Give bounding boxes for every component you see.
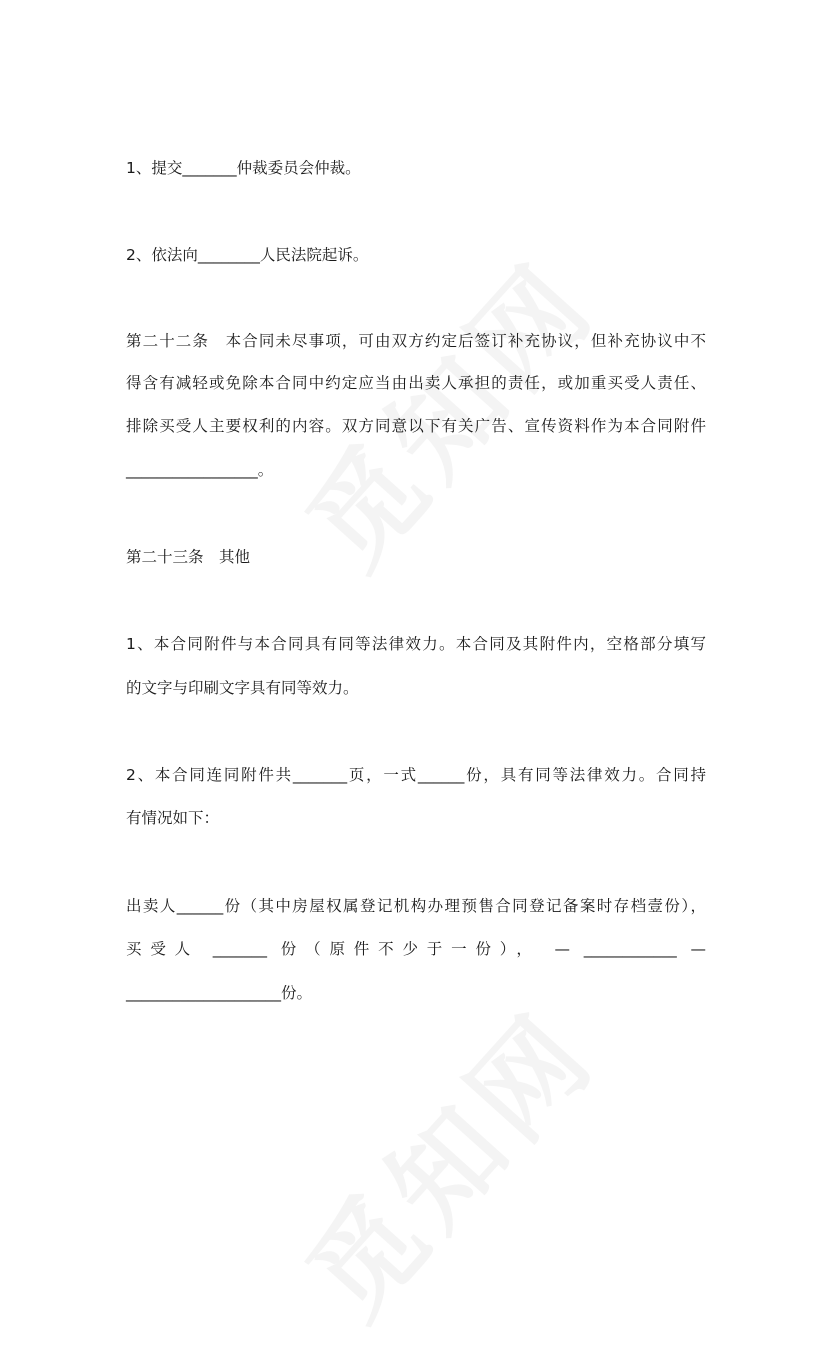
article-22-line: 排除买受人主要权利的内容。双方同意以下有关广告、宣传资料作为本合同附件: [126, 417, 706, 435]
holding-line: ____________________份。: [126, 984, 313, 1002]
article-23-clause-1-line: 1、本合同附件与本合同具有同等法律效力。本合同及其附件内，空格部分填写: [126, 635, 706, 653]
article-22-line: 得含有减轻或免除本合同中约定应当由出卖人承担的责任，或加重买受人责任、: [126, 374, 706, 392]
article-22-line: _________________。: [126, 461, 274, 479]
watermark: [266, 222, 624, 595]
clause-litigation: 2、依法向________人民法院起诉。: [126, 246, 369, 264]
article-23-clause-2-line: 有情况如下：: [126, 809, 220, 827]
article-23-heading: 第二十三条 其他: [126, 548, 251, 566]
article-22-line: 第二十二条 本合同未尽事项，可由双方约定后签订补充协议，但补充协议中不: [126, 332, 706, 350]
holding-line: 买受人 _______ 份（原件不少于一份）， — ____________ —: [126, 940, 706, 958]
clause-arbitration: 1、提交_______仲裁委员会仲裁。: [126, 159, 361, 177]
holding-line: 出卖人______份（其中房屋权属登记机构办理预售合同登记备案时存档壹份），: [126, 897, 706, 915]
watermark: [266, 972, 624, 1345]
article-23-clause-2-line: 2、本合同连同附件共_______页，一式______份，具有同等法律效力。合同持: [126, 766, 706, 784]
article-23-clause-1-line: 的文字与印刷文字具有同等效力。: [126, 679, 359, 697]
